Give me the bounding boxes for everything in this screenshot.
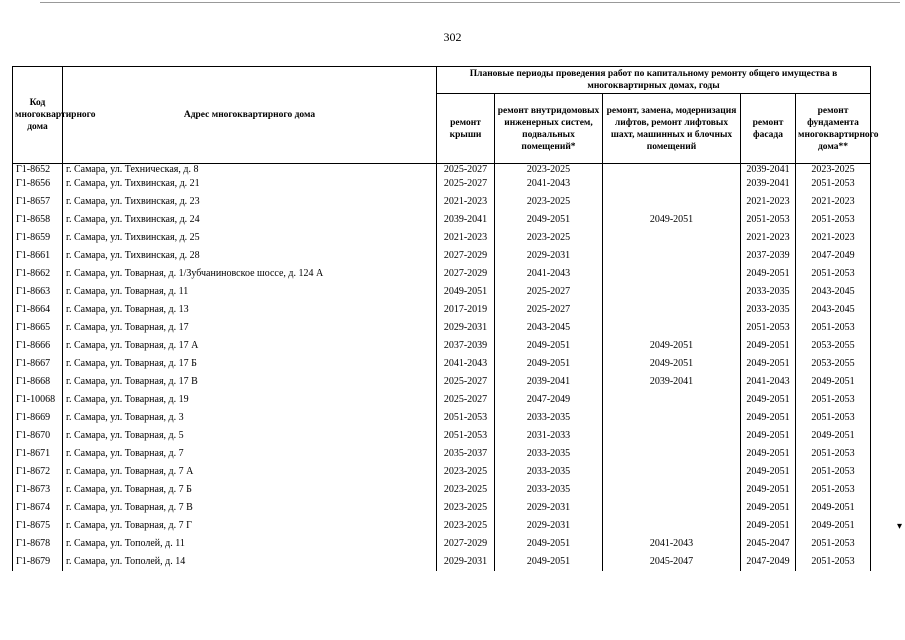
- cell-foundation: 2021-2023: [796, 229, 871, 247]
- cell-address: г. Самара, ул. Товарная, д. 17: [63, 319, 437, 337]
- cell-code: Г1-8672: [13, 463, 63, 481]
- cell-lifts: [603, 283, 741, 301]
- cell-roof: 2017-2019: [437, 301, 495, 319]
- cell-facade: 2049-2051: [741, 265, 796, 283]
- header-facade: ремонт фасада: [741, 94, 796, 164]
- cell-systems: 2047-2049: [495, 391, 603, 409]
- cell-roof: 2025-2027: [437, 391, 495, 409]
- cell-foundation: 2047-2049: [796, 247, 871, 265]
- cell-foundation: 2049-2051: [796, 427, 871, 445]
- table-row: [13, 337, 871, 355]
- table-row: [13, 391, 871, 409]
- cell-systems: 2033-2035: [495, 463, 603, 481]
- cell-code: Г1-8666: [13, 337, 63, 355]
- cell-lifts: [603, 319, 741, 337]
- cell-foundation: 2051-2053: [796, 175, 871, 193]
- table-body: [13, 164, 871, 572]
- table-row: [13, 265, 871, 283]
- table-row: [13, 247, 871, 265]
- cell-foundation: 2053-2055: [796, 355, 871, 373]
- cell-foundation: 2051-2053: [796, 265, 871, 283]
- cell-lifts: 2049-2051: [603, 355, 741, 373]
- cell-address: г. Самара, ул. Товарная, д. 7 Г: [63, 517, 437, 535]
- cell-systems: 2049-2051: [495, 337, 603, 355]
- cell-code: Г1-8679: [13, 553, 63, 571]
- cell-foundation: 2051-2053: [796, 535, 871, 553]
- cell-address: г. Самара, ул. Товарная, д. 13: [63, 301, 437, 319]
- cell-systems: 2025-2027: [495, 301, 603, 319]
- cell-systems: 2023-2025: [495, 229, 603, 247]
- header-address: Адрес многоквартирного дома: [63, 67, 437, 164]
- cell-roof: 2027-2029: [437, 535, 495, 553]
- cell-facade: 2041-2043: [741, 373, 796, 391]
- cell-roof: 2049-2051: [437, 283, 495, 301]
- cell-roof: 2027-2029: [437, 265, 495, 283]
- cell-roof: 2051-2053: [437, 427, 495, 445]
- cell-systems: 2033-2035: [495, 481, 603, 499]
- cell-address: г. Самара, ул. Тихвинская, д. 25: [63, 229, 437, 247]
- cell-systems: 2041-2043: [495, 265, 603, 283]
- table-row: [13, 481, 871, 499]
- cell-roof: 2025-2027: [437, 164, 495, 176]
- cell-facade: 2049-2051: [741, 499, 796, 517]
- cell-code: Г1-8652: [13, 164, 63, 176]
- page-number: 302: [443, 30, 462, 44]
- cell-roof: 2039-2041: [437, 211, 495, 229]
- cell-lifts: [603, 427, 741, 445]
- cell-lifts: 2049-2051: [603, 337, 741, 355]
- cell-foundation: 2023-2025: [796, 164, 871, 176]
- table-row: [13, 283, 871, 301]
- cell-foundation: 2051-2053: [796, 211, 871, 229]
- cell-roof: 2023-2025: [437, 481, 495, 499]
- cell-facade: 2051-2053: [741, 319, 796, 337]
- cell-roof: 2029-2031: [437, 553, 495, 571]
- cell-lifts: [603, 175, 741, 193]
- table-row: [13, 301, 871, 319]
- cell-facade: 2033-2035: [741, 283, 796, 301]
- cell-code: Г1-8658: [13, 211, 63, 229]
- cell-systems: 2033-2035: [495, 445, 603, 463]
- cell-lifts: 2045-2047: [603, 553, 741, 571]
- cell-roof: 2025-2027: [437, 175, 495, 193]
- table-row: [13, 319, 871, 337]
- cell-address: г. Самара, ул. Товарная, д. 11: [63, 283, 437, 301]
- cell-lifts: [603, 265, 741, 283]
- table-row: [13, 373, 871, 391]
- table-row: [13, 517, 871, 535]
- table-row: [13, 175, 871, 193]
- cell-lifts: [603, 481, 741, 499]
- cell-facade: 2049-2051: [741, 427, 796, 445]
- cell-address: г. Самара, ул. Тихвинская, д. 23: [63, 193, 437, 211]
- cell-foundation: 2021-2023: [796, 193, 871, 211]
- cell-code: Г1-8663: [13, 283, 63, 301]
- cell-foundation: 2053-2055: [796, 337, 871, 355]
- cell-foundation: 2051-2053: [796, 553, 871, 571]
- cell-facade: 2037-2039: [741, 247, 796, 265]
- cell-facade: 2049-2051: [741, 355, 796, 373]
- cell-facade: 2021-2023: [741, 193, 796, 211]
- cell-address: г. Самара, ул. Товарная, д. 7 В: [63, 499, 437, 517]
- cell-lifts: [603, 301, 741, 319]
- cell-address: г. Самара, ул. Тихвинская, д. 21: [63, 175, 437, 193]
- cell-address: г. Самара, ул. Товарная, д. 19: [63, 391, 437, 409]
- table-row: [13, 535, 871, 553]
- cell-roof: 2021-2023: [437, 193, 495, 211]
- cell-lifts: [603, 229, 741, 247]
- header-foundation: ремонт фундамента многоквартирного дома**: [796, 94, 871, 164]
- header-periods-group: Плановые периоды проведения работ по капитальному ремонту общего имущества в многоквартирных домах, годы: [437, 67, 871, 94]
- table-row: [13, 229, 871, 247]
- cell-roof: 2027-2029: [437, 247, 495, 265]
- capital-repair-table: [12, 66, 879, 571]
- cell-address: г. Самара, ул. Тополей, д. 14: [63, 553, 437, 571]
- cell-systems: 2041-2043: [495, 175, 603, 193]
- table-row: [13, 211, 871, 229]
- cell-address: г. Самара, ул. Товарная, д. 17 В: [63, 373, 437, 391]
- cell-address: г. Самара, ул. Товарная, д. 17 Б: [63, 355, 437, 373]
- cell-address: г. Самара, ул. Товарная, д. 1/Зубчаниновское шоссе, д. 124 А: [63, 265, 437, 283]
- cell-systems: 2039-2041: [495, 373, 603, 391]
- table-row: [13, 355, 871, 373]
- scan-top-edge: [40, 2, 900, 3]
- cell-address: г. Самара, ул. Товарная, д. 7: [63, 445, 437, 463]
- cell-roof: 2029-2031: [437, 319, 495, 337]
- cell-foundation: 2051-2053: [796, 463, 871, 481]
- cell-lifts: [603, 193, 741, 211]
- cell-foundation: 2051-2053: [796, 409, 871, 427]
- header-systems: ремонт внутридомовых инженерных систем, подвальных помещений*: [495, 94, 603, 164]
- table-header: [13, 67, 879, 164]
- cell-systems: 2033-2035: [495, 409, 603, 427]
- header-code: Код многоквартирного дома: [13, 67, 63, 164]
- cell-code: Г1-8671: [13, 445, 63, 463]
- table-row: [13, 445, 871, 463]
- cell-code: Г1-8662: [13, 265, 63, 283]
- cell-address: г. Самара, ул. Товарная, д. 7 Б: [63, 481, 437, 499]
- cell-code: Г1-8656: [13, 175, 63, 193]
- cell-address: г. Самара, ул. Тихвинская, д. 24: [63, 211, 437, 229]
- cell-systems: 2049-2051: [495, 553, 603, 571]
- cell-roof: 2023-2025: [437, 517, 495, 535]
- table-row: [13, 427, 871, 445]
- cell-code: Г1-10068: [13, 391, 63, 409]
- cell-facade: 2049-2051: [741, 445, 796, 463]
- table-row: [13, 164, 871, 176]
- cell-facade: 2049-2051: [741, 337, 796, 355]
- cell-foundation: 2049-2051: [796, 373, 871, 391]
- cell-systems: 2049-2051: [495, 355, 603, 373]
- cell-lifts: [603, 499, 741, 517]
- cell-facade: 2039-2041: [741, 164, 796, 176]
- cell-code: Г1-8657: [13, 193, 63, 211]
- table-row: [13, 193, 871, 211]
- cell-foundation: 2051-2053: [796, 445, 871, 463]
- cell-lifts: [603, 409, 741, 427]
- cell-systems: 2049-2051: [495, 211, 603, 229]
- table-row: [13, 463, 871, 481]
- cell-systems: 2043-2045: [495, 319, 603, 337]
- table-row: [13, 409, 871, 427]
- cell-systems: 2029-2031: [495, 247, 603, 265]
- cell-systems: 2049-2051: [495, 535, 603, 553]
- cell-facade: 2049-2051: [741, 481, 796, 499]
- table-row: [13, 499, 871, 517]
- cell-code: Г1-8670: [13, 427, 63, 445]
- cell-facade: 2033-2035: [741, 301, 796, 319]
- cell-foundation: 2049-2051: [796, 499, 871, 517]
- cell-facade: 2051-2053: [741, 211, 796, 229]
- cell-code: Г1-8678: [13, 535, 63, 553]
- table-row: [13, 553, 871, 571]
- cell-address: г. Самара, ул. Тихвинская, д. 28: [63, 247, 437, 265]
- cell-address: г. Самара, ул. Товарная, д. 7 А: [63, 463, 437, 481]
- cell-code: Г1-8675: [13, 517, 63, 535]
- cell-address: г. Самара, ул. Тополей, д. 11: [63, 535, 437, 553]
- cell-systems: 2023-2025: [495, 193, 603, 211]
- cell-systems: 2025-2027: [495, 283, 603, 301]
- cell-address: г. Самара, ул. Товарная, д. 5: [63, 427, 437, 445]
- header-lifts: ремонт, замена, модернизация лифтов, ремонт лифтовых шахт, машинных и блочных помещений: [603, 94, 741, 164]
- cell-roof: 2021-2023: [437, 229, 495, 247]
- cell-roof: 2025-2027: [437, 373, 495, 391]
- cell-facade: 2049-2051: [741, 391, 796, 409]
- cell-lifts: [603, 517, 741, 535]
- cell-lifts: [603, 445, 741, 463]
- cell-code: Г1-8659: [13, 229, 63, 247]
- cell-roof: 2037-2039: [437, 337, 495, 355]
- cell-code: Г1-8674: [13, 499, 63, 517]
- cell-facade: 2021-2023: [741, 229, 796, 247]
- cell-code: Г1-8667: [13, 355, 63, 373]
- cell-lifts: 2049-2051: [603, 211, 741, 229]
- cell-systems: 2031-2033: [495, 427, 603, 445]
- cell-code: Г1-8669: [13, 409, 63, 427]
- cell-facade: 2049-2051: [741, 463, 796, 481]
- cell-code: Г1-8661: [13, 247, 63, 265]
- cell-systems: 2029-2031: [495, 517, 603, 535]
- cell-lifts: 2039-2041: [603, 373, 741, 391]
- cell-lifts: [603, 164, 741, 176]
- cell-code: Г1-8664: [13, 301, 63, 319]
- cell-foundation: 2049-2051: [796, 517, 871, 535]
- cell-roof: 2041-2043: [437, 355, 495, 373]
- margin-marker: ▾: [897, 521, 903, 532]
- cell-systems: 2023-2025: [495, 164, 603, 176]
- cell-address: г. Самара, ул. Техническая, д. 8: [63, 164, 437, 176]
- cell-lifts: [603, 391, 741, 409]
- header-roof: ремонт крыши: [437, 94, 495, 164]
- cell-foundation: 2043-2045: [796, 301, 871, 319]
- cell-foundation: 2043-2045: [796, 283, 871, 301]
- cell-foundation: 2051-2053: [796, 481, 871, 499]
- cell-address: г. Самара, ул. Товарная, д. 3: [63, 409, 437, 427]
- cell-facade: 2045-2047: [741, 535, 796, 553]
- cell-lifts: [603, 247, 741, 265]
- cell-facade: 2049-2051: [741, 517, 796, 535]
- cell-foundation: 2051-2053: [796, 391, 871, 409]
- cell-lifts: [603, 463, 741, 481]
- cell-foundation: 2051-2053: [796, 319, 871, 337]
- cell-roof: 2051-2053: [437, 409, 495, 427]
- cell-code: Г1-8668: [13, 373, 63, 391]
- cell-lifts: 2041-2043: [603, 535, 741, 553]
- cell-roof: 2035-2037: [437, 445, 495, 463]
- cell-code: Г1-8665: [13, 319, 63, 337]
- cell-address: г. Самара, ул. Товарная, д. 17 А: [63, 337, 437, 355]
- cell-roof: 2023-2025: [437, 499, 495, 517]
- cell-facade: 2049-2051: [741, 409, 796, 427]
- cell-code: Г1-8673: [13, 481, 63, 499]
- cell-facade: 2039-2041: [741, 175, 796, 193]
- cell-facade: 2047-2049: [741, 553, 796, 571]
- cell-roof: 2023-2025: [437, 463, 495, 481]
- cell-systems: 2029-2031: [495, 499, 603, 517]
